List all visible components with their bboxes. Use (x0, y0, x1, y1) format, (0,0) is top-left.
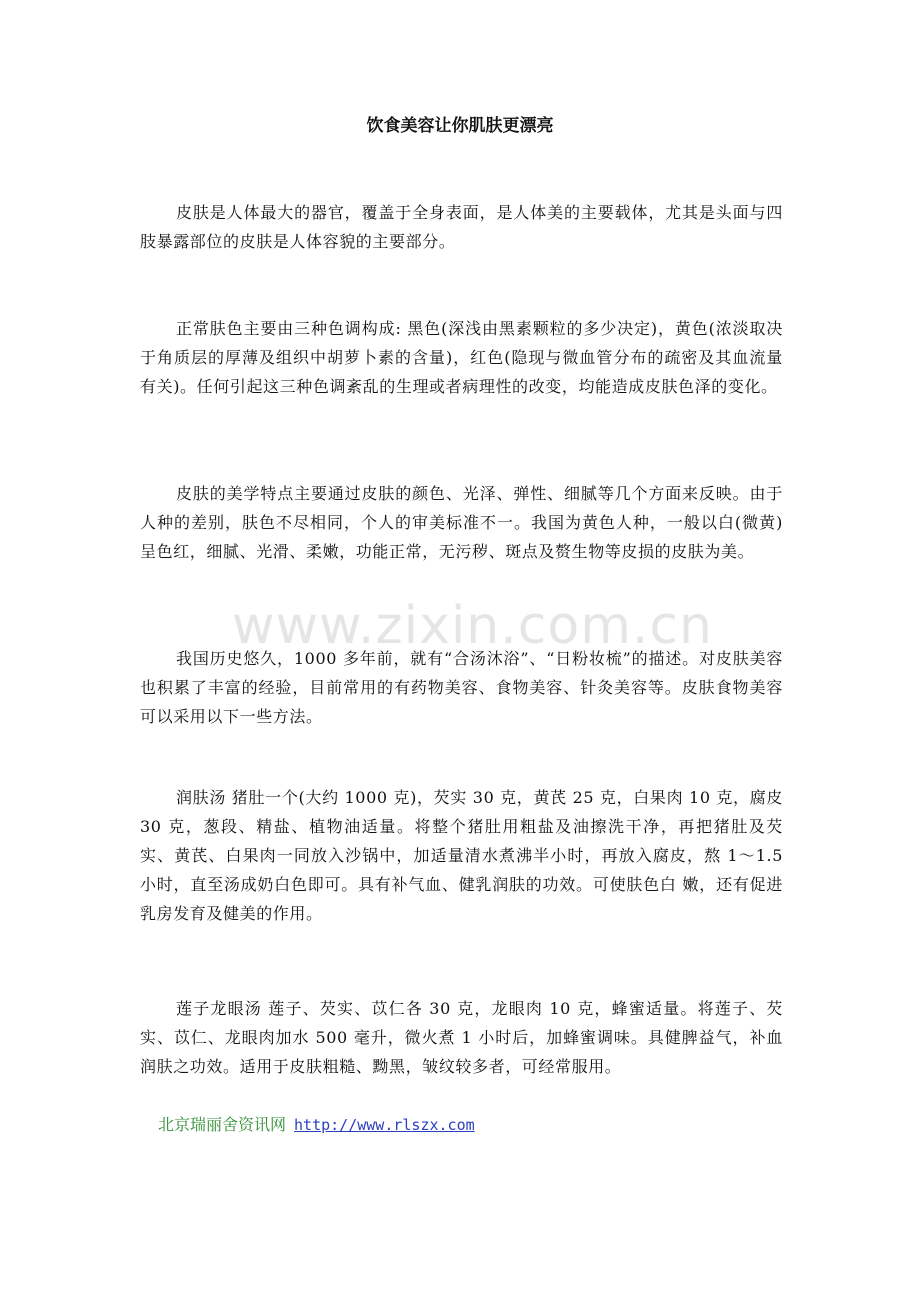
paragraph-skin-color: 正常肤色主要由三种色调构成: 黑色(深浅由黑素颗粒的多少决定)，黄色(浓淡取决于角质层的厚薄及组织中胡萝卜素的含量)，红色(隐现与微血管分布的疏密及其血流量有关)。任何引起这三种色调紊乱的生理或者病理性的改变，均能造成皮肤色泽的变化。 (140, 319, 783, 396)
watermark: www.zixin.com.cn (232, 596, 713, 656)
document-title: 饮食美容让你肌肤更漂亮 (366, 116, 554, 136)
footer-link[interactable]: http://www.rlszx.com (294, 1116, 475, 1134)
paragraph-history: 我国历史悠久，1000 多年前，就有“合汤沐浴”、“日粉妆梳”的描述。对皮肤美容也积累了丰富的经验，目前常用的有药物美容、食物美容、针灸美容等。皮肤食物美容可以采用以下一些方法。 (140, 649, 783, 726)
paragraph-skin-aesthetics: 皮肤的美学特点主要通过皮肤的颜色、光泽、弹性、细腻等几个方面来反映。由于人种的差别，肤色不尽相同，个人的审美标准不一。我国为黄色人种，一般以白(微黄)呈色红，细腻、光滑、柔嫩，功能正常，无污秽、斑点及赘生物等皮损的皮肤为美。 (140, 484, 783, 561)
paragraph-recipe-runfu-soup: 润肤汤 猪肚一个(大约 1000 克)，芡实 30 克，黄芪 25 克，白果肉 10 克，腐皮 30 克，葱段、精盐、植物油适量。将整个猪肚用粗盐及油擦洗干净，再把猪肚及芡 实、黄芪、白果肉一同放入沙锅中，加适量清水煮沸半小时，再放入腐皮，熬 1～1.5 小时，直至汤成奶白色即可。具有补气血、健乳润肤的功效。可使肤色白 嫩，还有促进乳房发育及健美的作用。 (140, 788, 783, 923)
paragraph-skin-intro: 皮肤是人体最大的器官，覆盖于全身表面，是人体美的主要载体，尤其是头面与四肢暴露部位的皮肤是人体容貌的主要部分。 (140, 203, 783, 251)
footer (158, 1113, 475, 1137)
paragraph-recipe-lotus-longan-soup: 莲子龙眼汤 莲子、芡实、苡仁各 30 克，龙眼肉 10 克，蜂蜜适量。将莲子、芡实、苡仁、龙眼肉加水 500 毫升，微火煮 1 小时后，加蜂蜜调味。具健脾益气，补血润肤之功效。适用于皮肤粗糙、黝黑，皱纹较多者，可经常服用。 (140, 999, 783, 1076)
footer-org-name: 北京瑞丽舍资讯网 (158, 1115, 287, 1134)
